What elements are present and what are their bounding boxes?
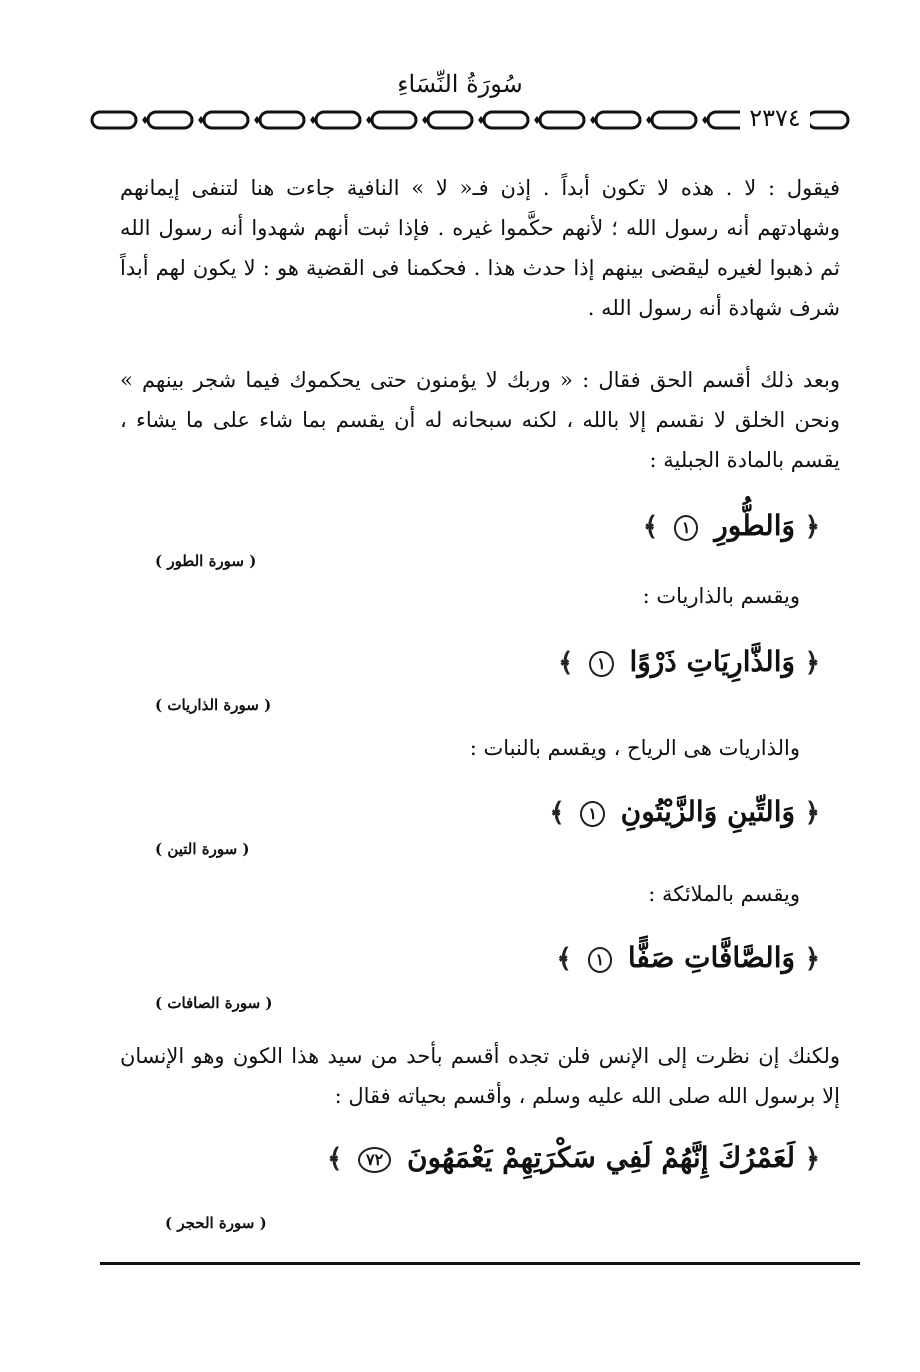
verse-tur [643,504,820,549]
reference-saffat: ( سورة الصافات ) [155,994,273,1012]
verse-open-bracket: ﴿ [804,512,820,542]
paragraph-3: ولكنك إن نظرت إلى الإنس فلن تجده أقسم بأحد من سيد هذا الكون وهو الإنسان إلا برسول الله صلى الله عليه وسلم ، وأقسم بحياته فقال : [120,1044,840,1108]
verse-text: لَعَمْرُكَ إِنَّهُمْ لَفِي سَكْرَتِهِمْ يَعْمَهُونَ [406,1141,796,1174]
verse-close-bracket: ﴾ [327,1144,343,1174]
reference-tur: ( سورة الطور ) [155,552,257,570]
verse-tin [549,790,820,835]
verse-open-bracket: ﴿ [804,798,820,828]
verse-saffat [557,936,820,981]
header-ornament-border [90,102,850,138]
verse-number: ١ [588,947,613,973]
line-dhariyat-intro: ويقسم بالذاريات : [642,584,800,608]
verse-text: وَالتِّينِ وَالزَّيْتُونِ [620,795,796,828]
verse-close-bracket: ﴾ [642,512,659,542]
verse-dhariyat [558,640,820,685]
verse-close-bracket: ﴾ [556,944,572,974]
page-number: ٢٣٧٤ [740,104,810,132]
bottom-rule [100,1262,860,1265]
verse-hijr [327,1136,820,1181]
verse-close-bracket: ﴾ [558,648,574,678]
paragraph-1: فيقول : لا . هذه لا تكون أبداً . إذن فـ« لا » النافية جاءت هنا لتنفى إيمانهم وشهادتهم أنه رسول الله ؛ لأنهم حكَّموا غيره . فإذا ثبت أنهم شهدوا أنه رسول الله ثم ذهبوا لغيره ليقضى بينهم إذا حدث هذا . فحكمنا فى القضية هو : لا يكون لهم أبداً شرف شهادة أنه رسول الله . [120,176,840,320]
verse-text: وَالصَّافَّاتِ صَفًّا [627,941,796,974]
verse-text: وَالذَّارِيَاتِ ذَرْوًا [629,645,796,678]
verse-number: ٧٢ [358,1147,391,1173]
verse-number: ١ [580,801,605,827]
reference-tin: ( سورة التين ) [155,840,250,858]
verse-open-bracket: ﴿ [804,648,820,678]
verse-close-bracket: ﴾ [549,798,565,828]
surah-title: سُورَةُ النِّسَاءِ [397,70,523,98]
verse-open-bracket: ﴿ [804,944,820,974]
reference-dhariyat: ( سورة الذاريات ) [155,696,272,714]
verse-number: ١ [674,515,699,541]
verse-text: وَالطُّورِ [714,509,796,542]
paragraph-2: وبعد ذلك أقسم الحق فقال : « وربك لا يؤمنون حتى يحكموك فيما شجر بينهم » ونحن الخلق لا نقسم إلا بالله ، لكنه سبحانه له أن يقسم بما شاء على ما يشاء ، يقسم بالمادة الجبلية : [120,368,840,472]
reference-hijr: ( سورة الحجر ) [165,1214,267,1232]
line-malaika-intro: ويقسم بالملائكة : [648,882,800,906]
verse-open-bracket: ﴿ [804,1144,820,1174]
verse-number: ١ [589,651,614,677]
line-nabat-intro: والذاريات هى الرياح ، ويقسم بالنبات : [469,736,800,760]
